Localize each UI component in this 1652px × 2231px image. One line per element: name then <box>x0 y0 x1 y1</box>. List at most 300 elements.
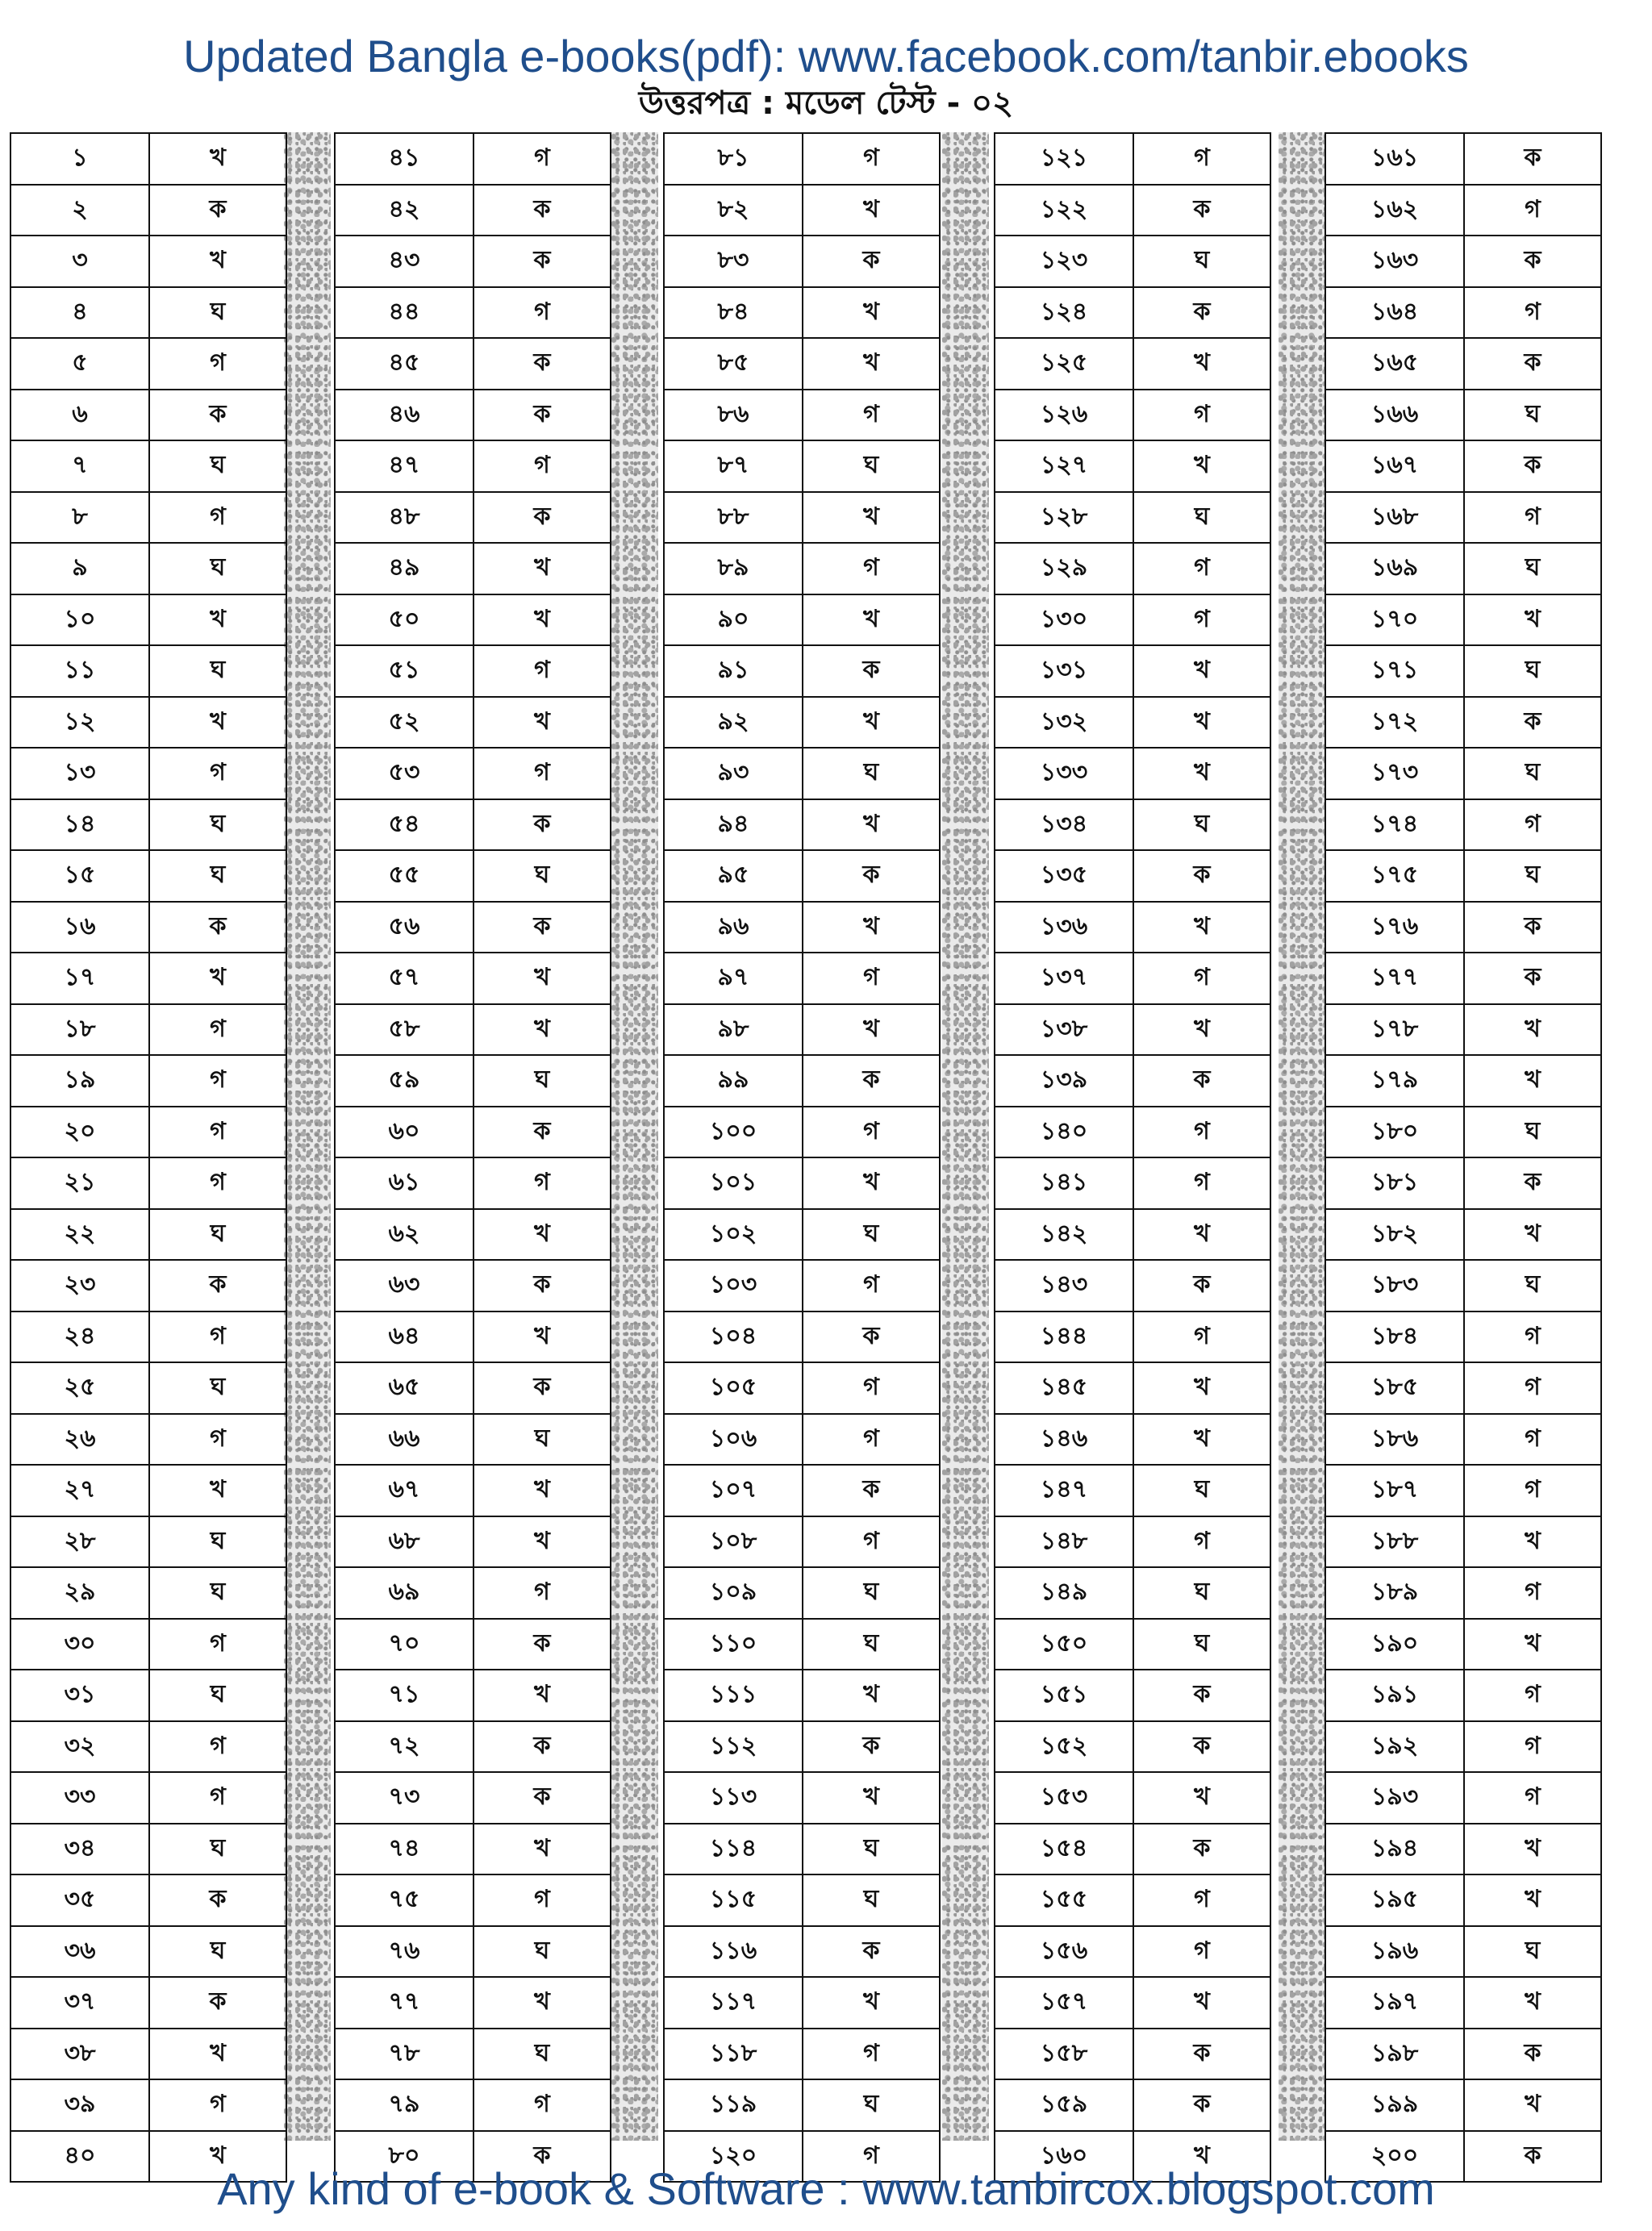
table-row <box>335 1311 611 1363</box>
table-row <box>995 1362 1270 1414</box>
answer-letter: গ <box>1464 1362 1601 1414</box>
question-number: ৯৭ <box>664 953 803 1004</box>
table-row <box>664 1055 940 1107</box>
answer-letter: ক <box>473 1619 611 1670</box>
answer-letter: ঘ <box>803 748 940 799</box>
question-number: ৭৮ <box>335 2029 473 2080</box>
question-number: ১২০ <box>664 2131 803 2183</box>
answer-letter: ক <box>473 799 611 851</box>
table-row <box>10 594 286 646</box>
answer-letter: ক <box>1464 2131 1601 2183</box>
question-number: ১৯০ <box>1325 1619 1464 1670</box>
question-number: ২ <box>10 185 149 236</box>
table-row <box>664 1362 940 1414</box>
question-number: ৮২ <box>664 185 803 236</box>
answer-letter: গ <box>473 287 611 339</box>
answer-letter: খ <box>803 1157 940 1209</box>
answer-letter: ঘ <box>149 850 286 902</box>
answer-column-1 <box>10 132 287 2183</box>
answer-letter: ঘ <box>803 1824 940 1875</box>
question-number: ১০২ <box>664 1209 803 1261</box>
question-number: ১৮৫ <box>1325 1362 1464 1414</box>
question-number: ৪১ <box>335 133 473 185</box>
question-number: ৫৯ <box>335 1055 473 1107</box>
table-row <box>335 492 611 544</box>
question-number: ১৬৭ <box>1325 440 1464 492</box>
question-number: ১৬ <box>10 902 149 953</box>
question-number: ১০৯ <box>664 1567 803 1619</box>
table-row <box>1325 645 1601 697</box>
question-number: ১৪৪ <box>995 1311 1133 1363</box>
answer-letter: ক <box>149 1260 286 1311</box>
question-number: ১৫৯ <box>995 2079 1133 2131</box>
question-number: ১৪ <box>10 799 149 851</box>
table-row <box>10 953 286 1004</box>
answer-letter: গ <box>473 1567 611 1619</box>
table-row <box>1325 2029 1601 2080</box>
answer-letter: খ <box>1464 1824 1601 1875</box>
question-number: ১১৬ <box>664 1926 803 1978</box>
table-row <box>335 1004 611 1056</box>
answer-letter: গ <box>803 953 940 1004</box>
answer-letter: ক <box>803 1055 940 1107</box>
answer-letter: খ <box>1464 1209 1601 1261</box>
answer-letter: ঘ <box>149 1516 286 1568</box>
table-row <box>995 440 1270 492</box>
question-number: ১৯৩ <box>1325 1772 1464 1824</box>
question-number: ৬৯ <box>335 1567 473 1619</box>
answer-letter: ক <box>149 1874 286 1926</box>
answer-letter: গ <box>1133 1926 1270 1978</box>
answer-letter: ক <box>803 1311 940 1363</box>
question-number: ১১৯ <box>664 2079 803 2131</box>
answer-letter: গ <box>473 133 611 185</box>
page-title: উত্তরপত্র : মডেল টেস্ট - ০২ <box>638 85 1014 122</box>
table-row <box>10 440 286 492</box>
scan-noise-strip <box>284 132 331 2141</box>
answer-letter: গ <box>149 1004 286 1056</box>
answer-letter: গ <box>1133 594 1270 646</box>
question-number: ১২২ <box>995 185 1133 236</box>
question-number: ৬ <box>10 390 149 441</box>
question-number: ১৭১ <box>1325 645 1464 697</box>
answer-letter: ঘ <box>1133 1465 1270 1516</box>
answer-letter: ক <box>473 902 611 953</box>
table-row <box>1325 1260 1601 1311</box>
question-number: ৪৮ <box>335 492 473 544</box>
table-row <box>335 594 611 646</box>
question-number: ৩৬ <box>10 1926 149 1978</box>
answer-letter: ক <box>473 2131 611 2183</box>
question-number: ৫৪ <box>335 799 473 851</box>
table-row <box>995 594 1270 646</box>
table-row <box>1325 953 1601 1004</box>
answer-letter: ঘ <box>1133 1567 1270 1619</box>
table-row <box>10 1157 286 1209</box>
answer-letter: ক <box>473 1107 611 1158</box>
answer-letter: ঘ <box>803 440 940 492</box>
answer-letter: ক <box>473 1772 611 1824</box>
answer-letter: ক <box>1464 338 1601 390</box>
table-row <box>335 1926 611 1978</box>
question-number: ৭৩ <box>335 1772 473 1824</box>
answer-letter: গ <box>1464 1311 1601 1363</box>
question-number: ১৭৮ <box>1325 1004 1464 1056</box>
table-row <box>335 390 611 441</box>
table-row <box>1325 1465 1601 1516</box>
answer-letter: ঘ <box>803 1619 940 1670</box>
question-number: ১৮২ <box>1325 1209 1464 1261</box>
question-number: ১৩৮ <box>995 1004 1133 1056</box>
question-number: ১১৪ <box>664 1824 803 1875</box>
question-number: ১০৭ <box>664 1465 803 1516</box>
answer-letter: খ <box>1133 902 1270 953</box>
table-row <box>1325 390 1601 441</box>
scan-noise-strip <box>1279 132 1325 2141</box>
table-row <box>335 1414 611 1466</box>
answer-letter: গ <box>1133 1107 1270 1158</box>
answer-letter: গ <box>1464 1465 1601 1516</box>
answer-letter: গ <box>473 748 611 799</box>
answer-letter: ক <box>473 236 611 287</box>
table-row <box>10 1004 286 1056</box>
table-row <box>664 1260 940 1311</box>
answer-letter: গ <box>1133 543 1270 594</box>
answer-letter: খ <box>473 1004 611 1056</box>
answer-letter: ক <box>1133 1670 1270 1721</box>
question-number: ৬২ <box>335 1209 473 1261</box>
table-row <box>10 338 286 390</box>
answer-letter: খ <box>149 133 286 185</box>
question-number: ১৮৪ <box>1325 1311 1464 1363</box>
table-row <box>335 1260 611 1311</box>
question-number: ৮ <box>10 492 149 544</box>
table-row <box>10 748 286 799</box>
answer-letter: ঘ <box>473 1926 611 1978</box>
question-number: ৩৮ <box>10 2029 149 2080</box>
question-number: ৫ <box>10 338 149 390</box>
question-number: ৭৭ <box>335 1977 473 2029</box>
question-number: ৫৬ <box>335 902 473 953</box>
answer-letter: খ <box>473 1824 611 1875</box>
table-row <box>335 543 611 594</box>
answer-letter: খ <box>803 697 940 749</box>
question-number: ৫২ <box>335 697 473 749</box>
question-number: ৪৪ <box>335 287 473 339</box>
table-row <box>664 1311 940 1363</box>
answer-letter: ঘ <box>473 1414 611 1466</box>
table-row <box>995 953 1270 1004</box>
answer-letter: ক <box>1464 697 1601 749</box>
question-number: ৭২ <box>335 1721 473 1773</box>
answer-letter: খ <box>1464 1055 1601 1107</box>
question-number: ৪০ <box>10 2131 149 2183</box>
table-row <box>995 1567 1270 1619</box>
answer-letter: খ <box>149 236 286 287</box>
question-number: ৪২ <box>335 185 473 236</box>
table-row <box>335 953 611 1004</box>
question-number: ৩২ <box>10 1721 149 1773</box>
answer-letter: খ <box>1464 1619 1601 1670</box>
question-number: ১৫৮ <box>995 2029 1133 2080</box>
answer-letter: গ <box>149 1721 286 1773</box>
answer-letter: ঘ <box>473 2029 611 2080</box>
answer-letter: খ <box>473 1311 611 1363</box>
question-number: ৬১ <box>335 1157 473 1209</box>
question-number: ৫৫ <box>335 850 473 902</box>
table-row <box>1325 1362 1601 1414</box>
question-number: ১০৩ <box>664 1260 803 1311</box>
question-number: ৯ <box>10 543 149 594</box>
answer-letter: ঘ <box>1464 543 1601 594</box>
question-number: ১৭৯ <box>1325 1055 1464 1107</box>
table-row <box>1325 1209 1601 1261</box>
answer-letter: গ <box>149 492 286 544</box>
answer-letter: গ <box>473 1874 611 1926</box>
question-number: ১২১ <box>995 133 1133 185</box>
answer-letter: গ <box>1464 1721 1601 1773</box>
table-row <box>1325 902 1601 953</box>
answer-letter: গ <box>149 1414 286 1466</box>
question-number: ১৪৩ <box>995 1260 1133 1311</box>
answer-letter: গ <box>473 645 611 697</box>
table-row <box>995 1772 1270 1824</box>
answer-letter: খ <box>1133 1209 1270 1261</box>
table-row <box>664 1209 940 1261</box>
answer-letter: খ <box>473 1209 611 1261</box>
answer-letter: ঘ <box>1464 1260 1601 1311</box>
question-number: ৭৫ <box>335 1874 473 1926</box>
table-row <box>664 645 940 697</box>
answer-letter: খ <box>149 697 286 749</box>
answer-letter: খ <box>1133 338 1270 390</box>
table-row <box>10 1619 286 1670</box>
answer-letter: গ <box>149 748 286 799</box>
question-number: ২৬ <box>10 1414 149 1466</box>
question-number: ২২ <box>10 1209 149 1261</box>
answer-letter: গ <box>149 1772 286 1824</box>
answer-letter: গ <box>1464 1567 1601 1619</box>
question-number: ৮০ <box>335 2131 473 2183</box>
question-number: ৭৯ <box>335 2079 473 2131</box>
question-number: ১৯৫ <box>1325 1874 1464 1926</box>
answer-letter: ক <box>803 1465 940 1516</box>
table-row <box>995 1465 1270 1516</box>
table-row <box>1325 594 1601 646</box>
table-row <box>1325 1414 1601 1466</box>
question-number: ৪ <box>10 287 149 339</box>
answer-letter: ঘ <box>149 1567 286 1619</box>
answer-letter: গ <box>1464 287 1601 339</box>
question-number: ৩৩ <box>10 1772 149 1824</box>
table-row <box>335 287 611 339</box>
table-row <box>1325 1311 1601 1363</box>
question-number: ১৪২ <box>995 1209 1133 1261</box>
question-number: ২৪ <box>10 1311 149 1363</box>
question-number: ১৯১ <box>1325 1670 1464 1721</box>
table-row <box>1325 850 1601 902</box>
question-number: ১১ <box>10 645 149 697</box>
question-number: ৩৭ <box>10 1977 149 2029</box>
table-row <box>995 1874 1270 1926</box>
question-number: ১৭২ <box>1325 697 1464 749</box>
question-number: ১০৬ <box>664 1414 803 1466</box>
question-number: ১৪১ <box>995 1157 1133 1209</box>
question-number: ৯৫ <box>664 850 803 902</box>
answer-letter: গ <box>1464 1414 1601 1466</box>
answer-letter: ঘ <box>1464 850 1601 902</box>
answer-letter: খ <box>1464 594 1601 646</box>
answer-letter: ক <box>1133 185 1270 236</box>
answer-letter: ক <box>803 850 940 902</box>
table-row <box>664 1926 940 1978</box>
table-row <box>1325 185 1601 236</box>
answer-letter: ঘ <box>803 1874 940 1926</box>
answer-letter: খ <box>803 1977 940 2029</box>
answer-letter: ঘ <box>1464 748 1601 799</box>
answer-letter: গ <box>803 133 940 185</box>
table-row <box>335 697 611 749</box>
answer-column-4 <box>994 132 1271 2183</box>
question-number: ১৪৮ <box>995 1516 1133 1568</box>
table-row <box>335 1619 611 1670</box>
question-number: ৩০ <box>10 1619 149 1670</box>
table-row <box>10 1874 286 1926</box>
answer-letter: খ <box>1133 645 1270 697</box>
table-row <box>664 1516 940 1568</box>
question-number: ১৯৭ <box>1325 1977 1464 2029</box>
answer-letter: ক <box>473 338 611 390</box>
table-row <box>10 1670 286 1721</box>
question-number: ১৯ <box>10 1055 149 1107</box>
answer-letter: গ <box>149 2079 286 2131</box>
table-row <box>664 2079 940 2131</box>
question-number: ৪৩ <box>335 236 473 287</box>
question-number: ১১২ <box>664 1721 803 1773</box>
question-number: ১২৭ <box>995 440 1133 492</box>
table-row <box>995 2029 1270 2080</box>
answer-letter: ক <box>1133 1260 1270 1311</box>
question-number: ২৩ <box>10 1260 149 1311</box>
table-row <box>335 2029 611 2080</box>
question-number: ১৯৪ <box>1325 1824 1464 1875</box>
question-number: ১৭৪ <box>1325 799 1464 851</box>
table-row <box>335 1567 611 1619</box>
table-row <box>335 850 611 902</box>
answer-letter: খ <box>473 1465 611 1516</box>
question-number: ১৬২ <box>1325 185 1464 236</box>
question-number: ৬৭ <box>335 1465 473 1516</box>
question-number: ১১৫ <box>664 1874 803 1926</box>
answer-letter: ঘ <box>149 1824 286 1875</box>
table-row <box>995 236 1270 287</box>
answer-letter: গ <box>803 1414 940 1466</box>
answer-letter: গ <box>1133 953 1270 1004</box>
question-number: ১৬৮ <box>1325 492 1464 544</box>
question-number: ১৫০ <box>995 1619 1133 1670</box>
table-row <box>1325 440 1601 492</box>
answer-letter: ক <box>1133 1055 1270 1107</box>
question-number: ১৬৫ <box>1325 338 1464 390</box>
question-number: ৯২ <box>664 697 803 749</box>
answer-letter: ঘ <box>803 1567 940 1619</box>
answer-letter: খ <box>1133 1977 1270 2029</box>
table-row <box>995 1414 1270 1466</box>
question-number: ১৪০ <box>995 1107 1133 1158</box>
answer-letter: খ <box>803 1670 940 1721</box>
question-number: ১৮৮ <box>1325 1516 1464 1568</box>
question-number: ১২৪ <box>995 287 1133 339</box>
table-row <box>995 645 1270 697</box>
answer-letter: ক <box>1464 236 1601 287</box>
answer-letter: ঘ <box>149 543 286 594</box>
answer-letter: ক <box>149 1977 286 2029</box>
table-row <box>664 236 940 287</box>
table-row <box>335 1107 611 1158</box>
answer-letter: ঘ <box>149 440 286 492</box>
question-number: ২১ <box>10 1157 149 1209</box>
question-number: ১৫৪ <box>995 1824 1133 1875</box>
table-row <box>10 1107 286 1158</box>
question-number: ৭০ <box>335 1619 473 1670</box>
question-number: ১৫১ <box>995 1670 1133 1721</box>
answer-letter: খ <box>149 2029 286 2080</box>
question-number: ১৭৫ <box>1325 850 1464 902</box>
table-row <box>664 902 940 953</box>
table-row <box>1325 2079 1601 2131</box>
answer-letter: গ <box>473 2079 611 2131</box>
table-row <box>1325 1926 1601 1978</box>
answer-letter: গ <box>1464 1772 1601 1824</box>
question-number: ৯৬ <box>664 902 803 953</box>
table-row <box>10 902 286 953</box>
answer-letter: ক <box>1133 287 1270 339</box>
answer-letter: খ <box>1133 440 1270 492</box>
question-number: ১৮১ <box>1325 1157 1464 1209</box>
table-row <box>335 1721 611 1773</box>
table-row <box>995 1209 1270 1261</box>
question-number: ৩৪ <box>10 1824 149 1875</box>
question-number: ২০ <box>10 1107 149 1158</box>
table-row <box>335 1977 611 2029</box>
table-row <box>335 1670 611 1721</box>
question-number: ১০৮ <box>664 1516 803 1568</box>
question-number: ১১১ <box>664 1670 803 1721</box>
table-row <box>10 1977 286 2029</box>
table-row <box>335 236 611 287</box>
table-row <box>995 799 1270 851</box>
question-number: ১১৮ <box>664 2029 803 2080</box>
table-row <box>335 1874 611 1926</box>
table-row <box>1325 799 1601 851</box>
table-row <box>664 440 940 492</box>
table-row <box>664 1619 940 1670</box>
answer-letter: খ <box>803 799 940 851</box>
table-row <box>10 2079 286 2131</box>
question-number: ১৬৬ <box>1325 390 1464 441</box>
question-number: ২০০ <box>1325 2131 1464 2183</box>
answer-letter: ঘ <box>1133 799 1270 851</box>
table-row <box>10 645 286 697</box>
table-row <box>335 440 611 492</box>
question-number: ১২৬ <box>995 390 1133 441</box>
answer-letter: ঘ <box>1464 1926 1601 1978</box>
answer-letter: গ <box>1133 1874 1270 1926</box>
question-number: ১৭৬ <box>1325 902 1464 953</box>
answer-letter: ঘ <box>149 799 286 851</box>
table-row <box>995 1107 1270 1158</box>
table-row <box>10 850 286 902</box>
